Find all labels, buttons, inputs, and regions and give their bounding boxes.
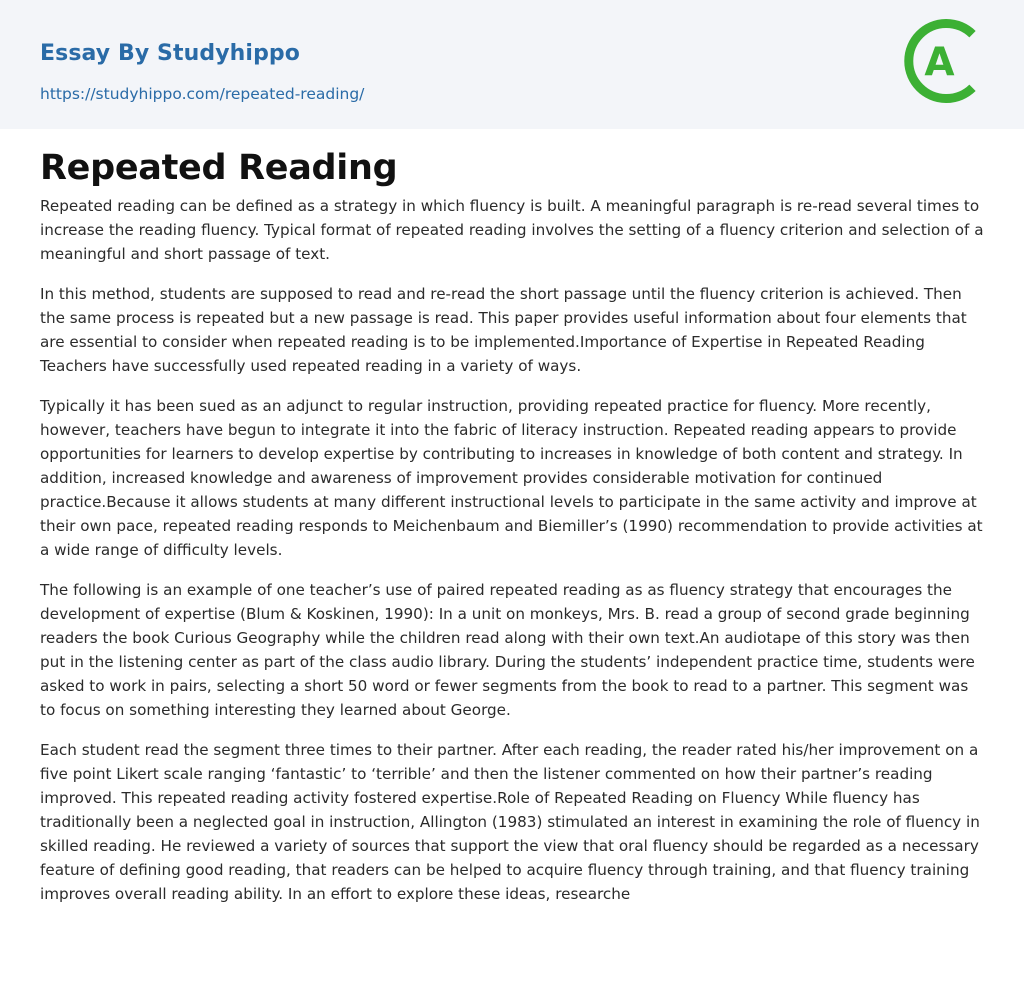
essay-title: Repeated Reading [40,148,398,188]
studyhippo-logo-icon[interactable] [904,18,990,104]
essay-paragraph-5: Each student read the segment three times to their partner. After each reading, the reader rated his/her improvement on a five point Likert scale ranging ‘fantastic’ to ‘terrible’ and then the listener commented on how their partner’s reading improved. This repeated reading activity fostered expertise.Role of Repeated Reading on Fluency While fluency has traditionally been a neglected goal in instruction, Allington (1983) stimulated an interest in examining the role of fluency in skilled reading. He reviewed a variety of sources that support the view that oral fluency should be regarded as a necessary feature of defining good reading, that readers can be helped to acquire fluency through training, and that fluency training improves overall reading ability. In an effort to explore these ideas, researche [40,741,980,903]
essay-paragraph-4: The following is an example of one teacher’s use of paired repeated reading as as fluency strategy that encourages the development of expertise (Blum & Koskinen, 1990): In a unit on monkeys, Mrs. B. read a group of second grade beginning readers the book Curious Geography while the children read along with their own text.An audiotape of this story was then put in the listening center as part of the class audio library. During the students’ independent practice time, students were asked to work in pairs, selecting a short 50 word or fewer segments from the book to read to a partner. This segment was to focus on something interesting they learned about George. [40,581,975,719]
page-header [0,0,1024,129]
essay-paragraph-1: Repeated reading can be defined as a strategy in which fluency is built. A meaningful paragraph is re-read several times to increase the reading fluency. Typical format of repeated reading involves the setting of a fluency criterion and selection of a meaningful and short passage of text. [40,197,984,263]
essay-url-link[interactable]: https://studyhippo.com/repeated-reading/ [40,85,365,103]
essay-paragraph-2: In this method, students are supposed to read and re-read the short passage until the fluency criterion is achieved. Then the same process is repeated but a new passage is read. This paper provides useful information about four elements that are essential to consider when repeated reading is to be implemented.Importance of Expertise in Repeated Reading Teachers have successfully used repeated reading in a variety of ways. [40,285,967,375]
logo-letter: A [924,40,955,85]
essay-content [40,146,986,922]
essay-paragraph-3: Typically it has been sued as an adjunct to regular instruction, providing repeated practice for fluency. More recently, however, teachers have begun to integrate it into the fabric of literacy instruction. Repeated reading appears to provide opportunities for learners to develop expertise by contributing to increases in knowledge of both content and strategy. In addition, increased knowledge and awareness of improvement provides considerable motivation for continued practice.Because it allows students at many different instructional levels to participate in the same activity and improve at their own pace, repeated reading responds to Meichenbaum and Biemiller’s (1990) recommendation to provide activities at a wide range of difficulty levels. [40,397,983,559]
site-brand[interactable]: Essay By Studyhippo [40,41,300,66]
